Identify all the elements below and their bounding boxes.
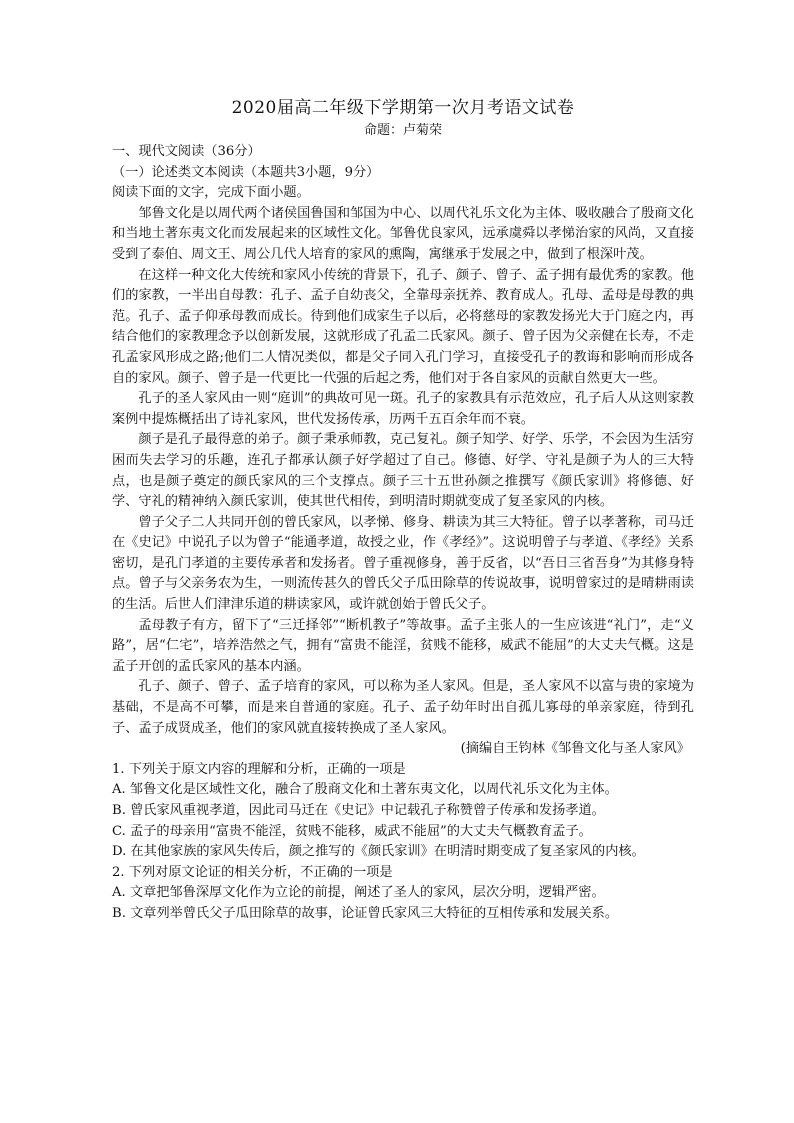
passage-paragraph: 在这样一种文化大传统和家风小传统的背景下，孔子、颜子、曾子、孟子拥有最优秀的家教。他们的家教，一半出自母教：孔子、孟子自幼丧父，全靠母亲抚养、教育成人。孔母、孟母是母教的典范。孔子、孟子仰承母教而成长。待到他们成家生子以后，必将慈母的家教发扬光大于门庭之内，再结合他们的家教理念予以创新发展，这就形成了孔孟二氏家风。颜子、曾子因为父亲健在长寿，不走孔孟家风形成之路;他们二人情况类似，都是父子同入孔门学习，直接受孔子的教诲和影响而形成各自的家风。颜子、曾子是一代更比一代强的后起之秀，他们对于各自家风的贡献自然更大一些。 (112, 267, 694, 386)
reading-instruction: 阅读下面的文字，完成下面小题。 (112, 185, 310, 201)
exam-author: 命题：卢菊荣 (363, 123, 442, 138)
option-a: A. 邹鲁文化是区域性文化，融合了殷商文化和土著东夷文化，以周代礼乐文化为主体。 (112, 782, 618, 798)
question-1 (112, 760, 694, 863)
passage-paragraph: 孟母教子有方，留下了“三迁择邻”“断机教子”等故事。孟子主张人的一生应该进“礼门”，走“义路”，居“仁宅”，培养浩然之气，拥有“富贵不能淫，贫贱不能移，威武不能屈”的大丈夫气概。这是孟子开创的孟氏家风的基本内涵。 (112, 617, 694, 674)
option-b: B. 曾氏家风重视孝道，因此司马迁在《史记》中记载孔子称赞曾子传承和发扬孝道。 (112, 803, 605, 818)
exam-title: 2020届高二年级下学期第一次月考语文试卷 (231, 98, 575, 118)
passage-paragraph: 孔子的圣人家风由一则“庭训”的典故可见一斑。孔子的家教具有示范效应，孔子后人从这则家教案例中提炼概括出了诗礼家风，世代发扬传承，历两千五百余年而不衰。 (112, 391, 694, 427)
question-2 (112, 863, 694, 925)
option-c: C. 孟子的母亲用“富贵不能淫，贫贱不能移，威武不能屈”的大丈夫气概教育孟子。 (112, 823, 592, 839)
option-d: D. 在其他家族的家风失传后，颜之推写的《颜氏家训》在明清时期变成了复圣家风的内核。 (112, 844, 645, 860)
question-stem: 2. 下列对原文论证的相关分析，不正确的一项是 (112, 864, 393, 880)
question-stem: 1. 下列关于原文内容的理解和分析，正确的一项是 (112, 761, 406, 777)
passage-paragraph: 邹鲁文化是以周代两个诸侯国鲁国和邹国为中心、以周代礼乐文化为主体、吸收融合了殷商文化和当地土著东夷文化而发展起来的区域性文化。邹鲁优良家风，远承虞舜以孝悌治家的风尚，又直接受到了泰伯、周文王、周公几代人培育的家风的熏陶，寓继承于发展之中，做到了根深叶茂。 (112, 205, 694, 262)
subsection-heading: （一）论述类文本阅读（本题共3小题，9分） (112, 164, 380, 180)
option-a: A. 文章把邹鲁深厚文化作为立论的前提，阐述了圣人的家风，层次分明，逻辑严密。 (112, 885, 605, 901)
passage-paragraph: 孔子、颜子、曾子、孟子培育的家风，可以称为圣人家风。但是，圣人家风不以富与贵的家境为基础，不是高不可攀，而是来自普通的家庭。孔子、孟子幼年时出自孤儿寡母的单亲家庭，待到孔子、孟子成贤成圣，他们的家风就直接转换成了圣人家风。 (112, 679, 694, 736)
passage-paragraph: 颜子是孔子最得意的弟子。颜子秉承师教，克己复礼。颜子知学、好学、乐学，不会因为生活穷困而失去学习的乐趣，连孔子都承认颜子好学超过了自己。修德、好学、守礼是颜子为人的三大特点，也是颜子奠定的颜氏家风的三个支撑点。颜子三十五世孙颜之推撰写《颜氏家训》将修德、好学、守礼的精神纳入颜氏家训，使其世代相传，到明清时期就变成了复圣家风的内核。 (112, 432, 694, 510)
passage-paragraph: 曾子父子二人共同开创的曾氏家风，以孝悌、修身、耕读为其三大特征。曾子以孝著称，司马迁在《史记》中说孔子以为曾子“能通孝道，故授之业，作《孝经》”。这说明曾子与孝道、《孝经》关系密切，是孔门孝道的主要传承者和发扬者。曾子重视修身，善于反省，以“吾日三省吾身”为其修身特点。曾子与父亲务农为生，一则流传甚久的曾氏父子瓜田除草的传说故事，说明曾家过的是晴耕雨读的生活。后世人们津津乐道的耕读家风，或许就创始于曾氏父子。 (112, 514, 694, 613)
option-b: B. 文章列举曾氏父子瓜田除草的故事，论证曾氏家风三大特征的互相传承和发展关系。 (112, 905, 619, 921)
passage-source: (摘编自王钧林《邹鲁文化与圣人家风》 (460, 741, 690, 757)
section-heading: 一、现代文阅读（36分） (112, 144, 261, 159)
reading-passage (112, 204, 694, 739)
